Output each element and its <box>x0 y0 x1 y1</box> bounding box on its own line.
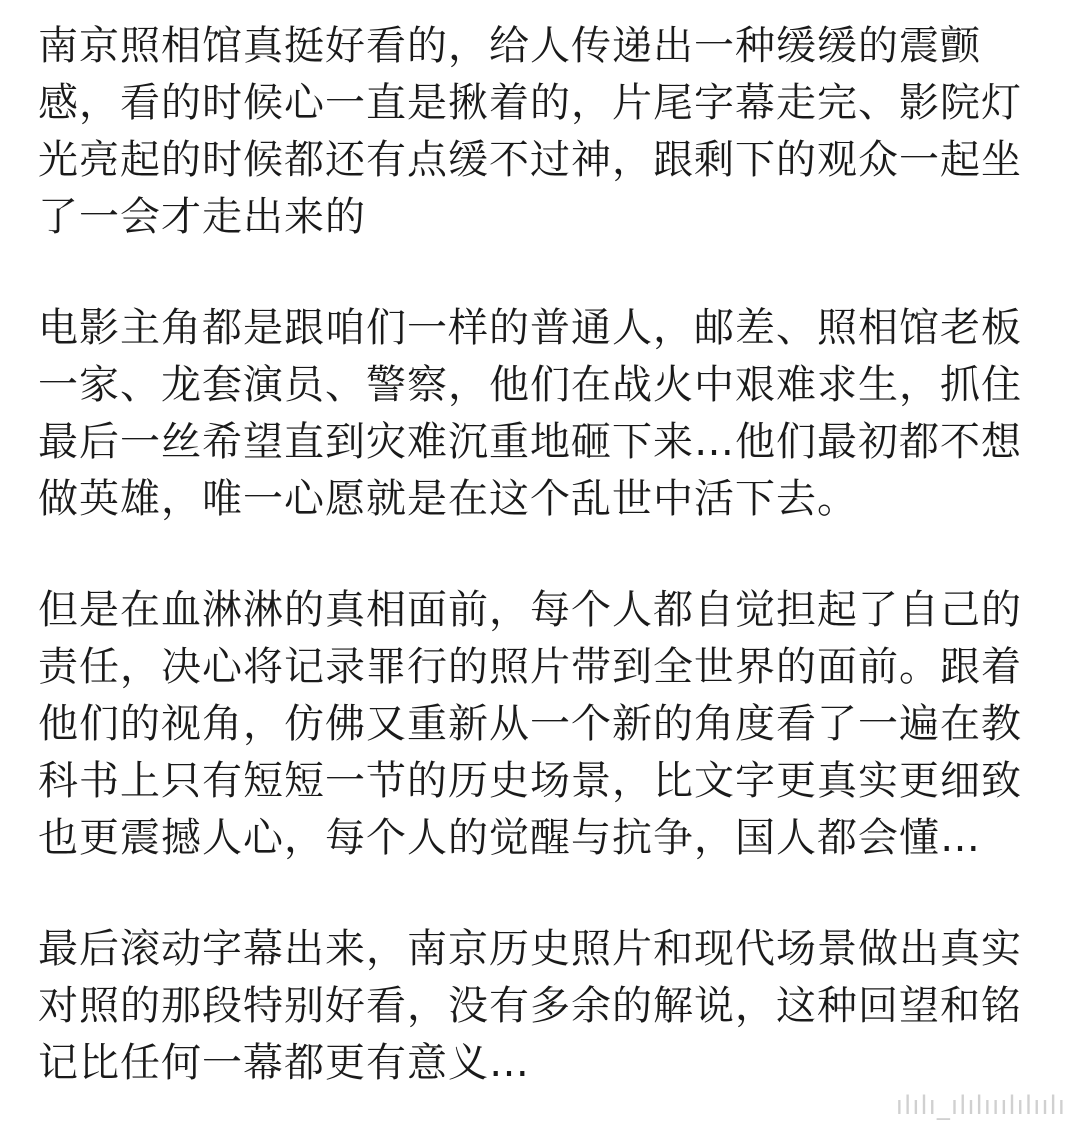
text-line: 南京照相馆真挺好看的，给人传递出一种缓缓的震颤 <box>38 23 981 69</box>
text-line: 但是在血淋淋的真相面前，每个人都自觉担起了自己的 <box>38 587 1022 633</box>
text-line: 一家、龙套演员、警察，他们在战火中艰难求生，抓住 <box>38 362 1022 408</box>
text-line: 光亮起的时候都还有点缓不过神，跟剩下的观众一起坐 <box>38 137 1022 183</box>
text-line: 责任，决心将记录罪行的照片带到全世界的面前。跟着 <box>38 644 1022 690</box>
paragraph-4 <box>38 921 1042 1092</box>
paragraph-1 <box>38 18 1042 246</box>
text-line: 也更震撼人心，每个人的觉醒与抗争，国人都会懂… <box>38 815 981 861</box>
post-body <box>38 18 1042 1146</box>
text-line: 做英雄，唯一心愿就是在这个乱世中活下去。 <box>38 476 858 522</box>
text-line: 记比任何一幕都更有意义… <box>38 1040 530 1086</box>
text-line: 最后一丝希望直到灾难沉重地砸下来…他们最初都不想 <box>38 419 1022 465</box>
paragraph-2 <box>38 300 1042 528</box>
text-line: 最后滚动字幕出来，南京历史照片和现代场景做出真实 <box>38 926 1022 972</box>
paragraph-3 <box>38 582 1042 867</box>
text-line: 了一会才走出来的 <box>38 194 366 240</box>
text-line: 感，看的时候心一直是揪着的，片尾字幕走完、影院灯 <box>38 80 1022 126</box>
watermark: ılılı_ılılııılılıılı <box>895 1091 1066 1121</box>
text-line: 对照的那段特别好看，没有多余的解说，这种回望和铭 <box>38 983 1022 1029</box>
text-line: 他们的视角，仿佛又重新从一个新的角度看了一遍在教 <box>38 701 1022 747</box>
text-line: 科书上只有短短一节的历史场景，比文字更真实更细致 <box>38 758 1022 804</box>
text-line: 电影主角都是跟咱们一样的普通人，邮差、照相馆老板 <box>38 305 1022 351</box>
